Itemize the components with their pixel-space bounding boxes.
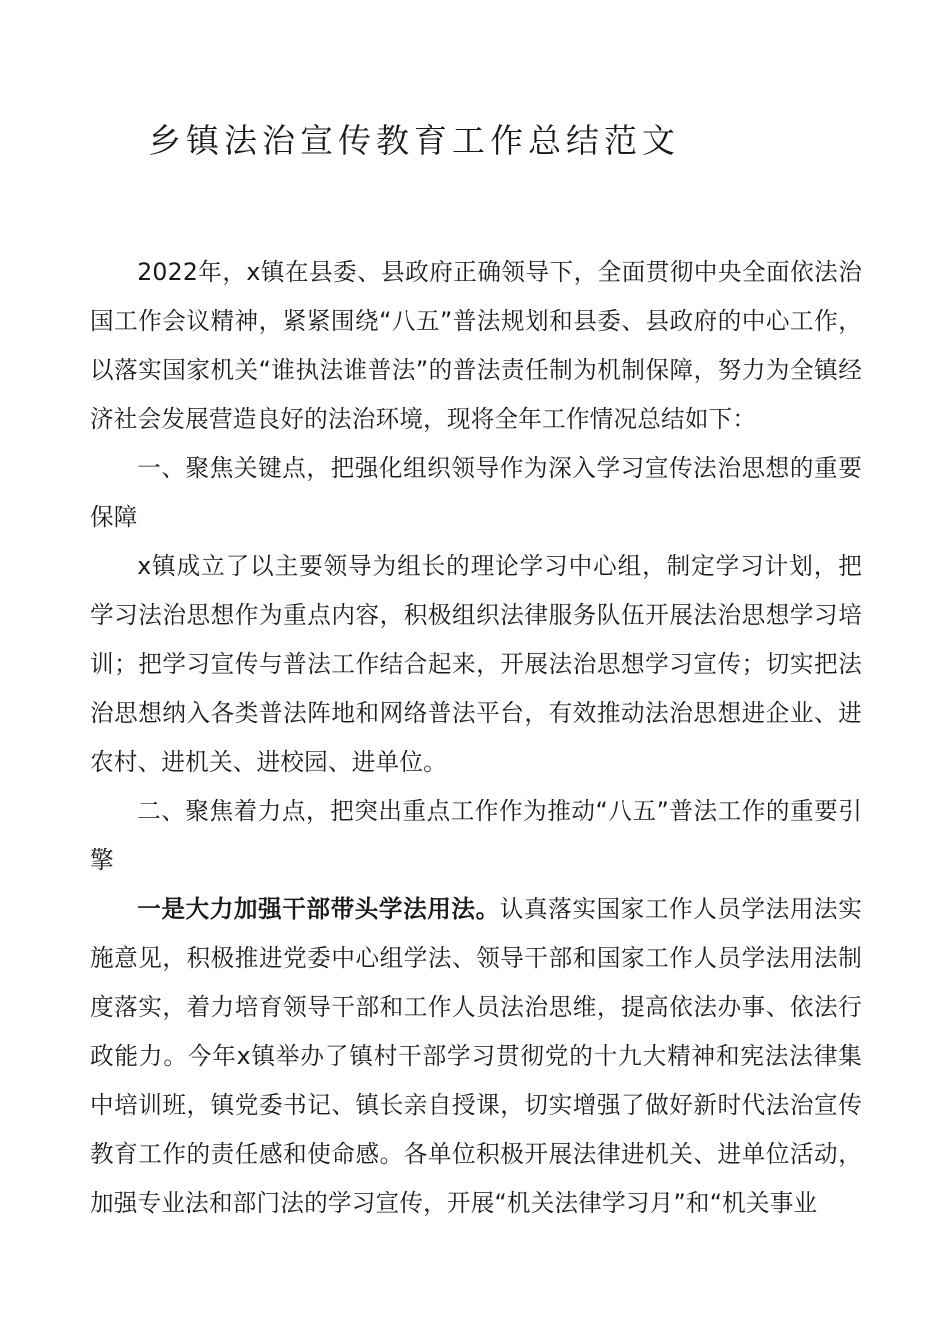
document-body bbox=[90, 248, 862, 1228]
document-title: 乡镇法治宣传教育工作总结范文 bbox=[148, 121, 680, 160]
section-heading-1: 一、聚焦关键点，把强化组织领导作为深入学习宣传法治思想的重要保障 bbox=[90, 454, 862, 531]
paragraph-body-text: 认真落实国家工作人员学法用法实施意见，积极推进党委中心组学法、领导干部和国家工作人员学法用法制度落实，着力培育领导干部和工作人员法治思维，提高依法办事、依法行政能力。今年x镇举办了镇村干部学习贯彻党的十九大精神和宪法法律集中培训班，镇党委书记、镇长亲自授课，切实增强了做好新时代法治宣传教育工作的责任感和使命感。各单位积极开展法律进机关、进单位活动，加强专业法和部门法的学习宣传，开展“机关法律学习月”和“机关事业 bbox=[90, 895, 863, 1217]
section-heading-2: 二、聚焦着力点，把突出重点工作作为推动“八五”普法工作的重要引擎 bbox=[90, 797, 862, 874]
section-2-paragraph bbox=[90, 885, 862, 1228]
intro-paragraph: 2022年，x镇在县委、县政府正确领导下，全面贯彻中央全面依法治国工作会议精神，紧紧围绕“八五”普法规划和县委、县政府的中心工作，以落实国家机关“谁执法谁普法”的普法责任制为机制保障，努力为全镇经济社会发展营造良好的法治环境，现将全年工作情况总结如下： bbox=[90, 258, 862, 433]
section-1-paragraph: x镇成立了以主要领导为组长的理论学习中心组，制定学习计划，把学习法治思想作为重点内容，积极组织法律服务队伍开展法治思想学习培训；把学习宣传与普法工作结合起来，开展法治思想学习宣传；切实把法治思想纳入各类普法阵地和网络普法平台，有效推动法治思想进企业、进农村、进机关、进校园、进单位。 bbox=[90, 552, 862, 776]
paragraph-lead-sentence: 一是大力加强干部带头学法用法。 bbox=[137, 895, 500, 923]
